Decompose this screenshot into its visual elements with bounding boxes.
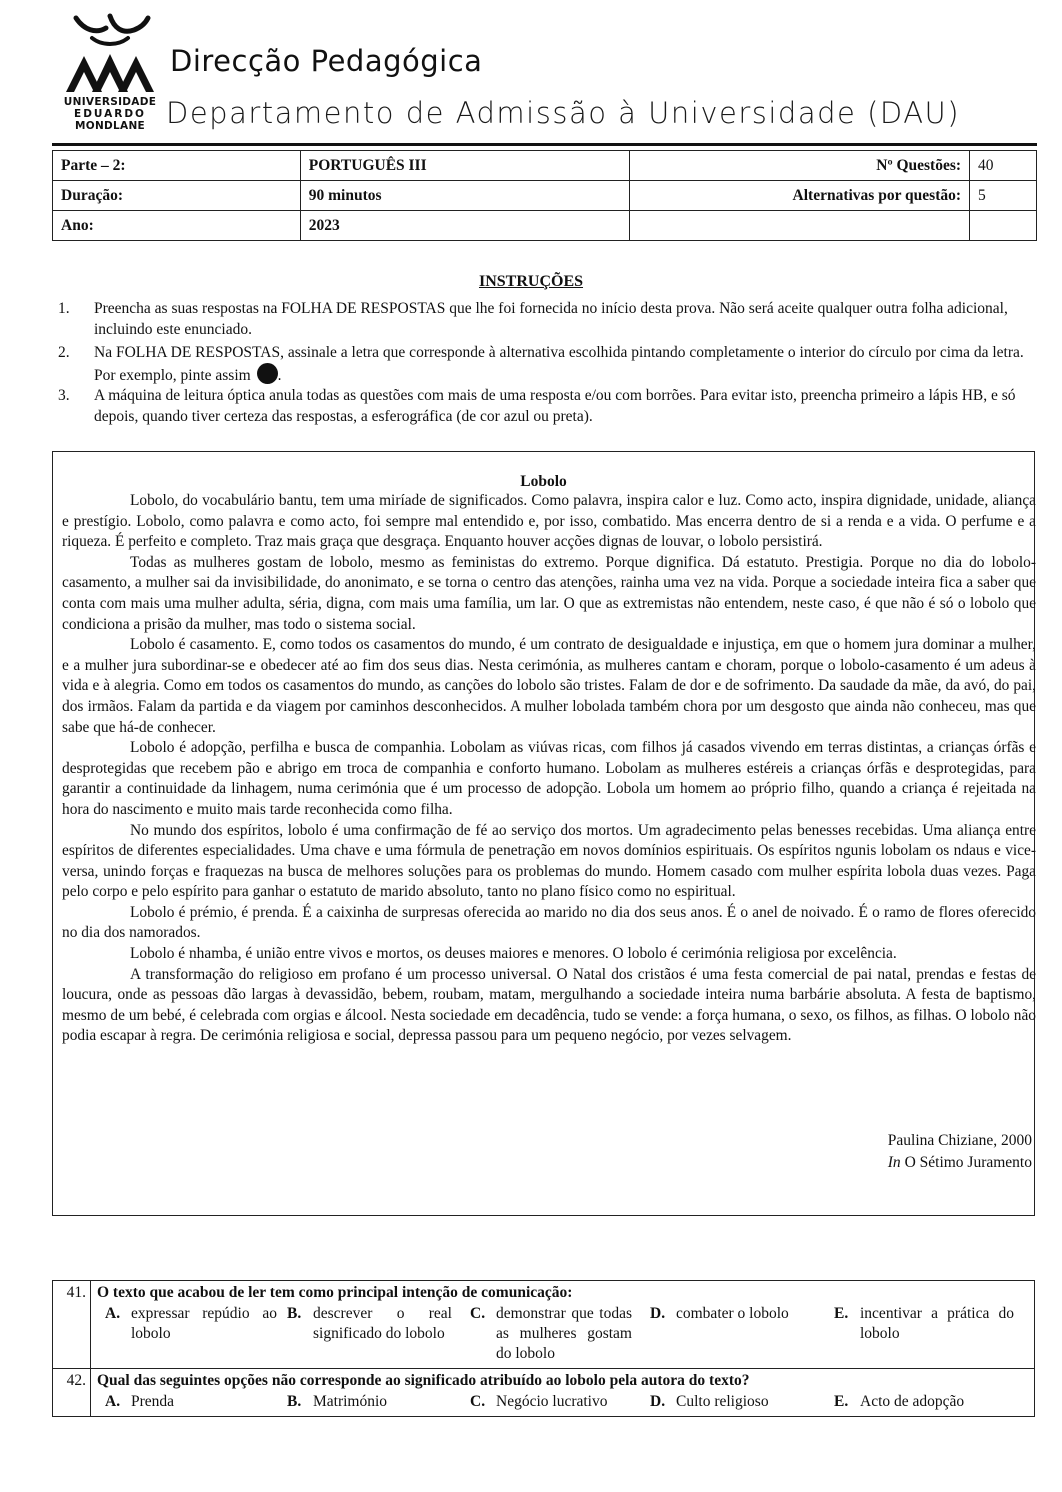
university-logo	[62, 12, 158, 132]
option-letter: D.	[650, 1305, 666, 1322]
header-title: Direcção Pedagógica	[170, 44, 483, 78]
option-text: demonstrar que todas as mulheres gostam do lobolo	[496, 1305, 632, 1362]
parte-value: PORTUGUÊS III	[300, 151, 630, 181]
duracao-label: Duração:	[53, 181, 301, 211]
option-c[interactable]	[470, 1304, 650, 1364]
option-c[interactable]	[470, 1392, 650, 1412]
option-letter: C.	[470, 1305, 486, 1322]
option-letter: A.	[105, 1305, 121, 1322]
question-text: O texto que acabou de ler tem como principal intenção de comunicação:	[97, 1284, 573, 1301]
option-text: expressar repúdio ao lobolo	[131, 1305, 277, 1342]
reading-body	[62, 491, 1036, 1047]
question-number: 41.	[53, 1281, 91, 1369]
option-b[interactable]	[287, 1392, 470, 1412]
question-row	[53, 1281, 1035, 1369]
option-text: Acto de adopção	[860, 1393, 965, 1410]
option-letter: B.	[287, 1393, 302, 1410]
author: Paulina Chiziane, 2000	[887, 1132, 1032, 1149]
paragraph: Lobolo é adopção, perfilha e busca de companhia. Lobolam as viúvas ricas, com filhos já casados vivendo em terras distintas, a crianças órfãs e desprotegidas que recebem pão e abrigo em troca de companhia e conforto humano. Lobolam as mulheres estéreis a crianças órfãs e desprotegidas, para garantir a continuidade da linhagem, numa cerimónia que é um processo de adopção. Lobola um homem ao próprio filho, quando a criança é rejeitada na hora do nascimento e muito mais tarde reconhecida como filha.	[62, 739, 1036, 818]
question-row	[53, 1369, 1035, 1417]
question-cell	[91, 1369, 1035, 1417]
option-text: Prenda	[131, 1393, 175, 1410]
instruction-text: A máquina de leitura óptica anula todas as questões com mais de uma resposta e/ou com borrões. Para evitar isto, preencha primeiro a lápis HB, e só depois, quando tiver certeza das respostas, a esferográfica (de cor azul ou preta).	[94, 387, 1016, 425]
info-row-ano	[53, 211, 1037, 241]
option-letter: D.	[650, 1393, 666, 1410]
logo-line-2: EDUARDO	[74, 108, 146, 120]
instructions-title: INSTRUÇÕES	[478, 273, 584, 290]
questoes-label: Nº Questões:	[630, 151, 970, 181]
source-title: O Sétimo Juramento	[904, 1154, 1032, 1171]
header-subtitle: Departamento de Admissão à Universidade (DAU)	[166, 96, 961, 130]
option-letter: B.	[287, 1305, 302, 1322]
exam-info-table	[52, 150, 1037, 241]
duracao-value: 90 minutos	[300, 181, 630, 211]
option-letter: E.	[834, 1393, 849, 1410]
logo-emblem-icon	[62, 12, 158, 94]
instruction-number: 3.	[58, 387, 70, 404]
instruction-text-end: .	[277, 367, 282, 384]
paragraph: A transformação do religioso em profano é um processo universal. O Natal dos cristãos é uma festa comercial de pai natal, prendas e festas de loucura, onde as pessoas dão largas à devassidão, bebem, roubam, matam, mergulhando a sociedade inteira numa barbárie absoluta. A festa de baptismo, mesmo de um bebé, é celebrada com orgias e álcool. Nesta sociedade em decadência, tudo se vende: a força humana, o sexo, os filhos, as filhas. O lobolo não podia escapar à regra. De cerimónia religiosa e social, depressa passou para um pequeno negócio, por vezes selvagem.	[62, 965, 1036, 1045]
info-row-duracao	[53, 181, 1037, 211]
source-prefix: In	[887, 1154, 901, 1171]
option-letter: C.	[470, 1393, 486, 1410]
instruction-text-wrap	[94, 342, 1038, 386]
attribution	[888, 1130, 1032, 1174]
option-e[interactable]	[834, 1304, 1014, 1364]
paragraph: Lobolo é nhamba, é união entre vivos e mortos, os deuses maiores e menores. O lobolo é cerimónia religiosa por excelência.	[130, 945, 897, 963]
option-d[interactable]	[650, 1392, 834, 1412]
options-list	[91, 1390, 1034, 1416]
option-text: incentivar a prática do lobolo	[860, 1305, 1014, 1342]
header-divider	[52, 143, 1037, 146]
paragraph: Todas as mulheres gostam de lobolo, mesmo as feministas do extremo. Porque dignifica. Dá estatuto. Prestigia. Porque no dia do lobolo-casamento, a mulher sai da invisibilidade, do anonimato, e se torna o centro das atenções, rainha uma vez na vida. Porque a sociedade inteira fica a saber que conta com mais uma mulher adulta, séria, digna, com mais uma família, um lar. O que as extremistas não entendem, neste caso, é que não é só o lobolo que condiciona a prisão da mulher, mas todo o sistema social.	[62, 553, 1036, 633]
paragraph: No mundo dos espíritos, lobolo é uma confirmação de fé ao serviço dos mortos. Um agradecimento pelas benesses recebidas. Uma aliança entre espíritos de diferentes especialidades. Uma chave e uma fórmula de penetração em novos domínios espirituais. Os espíritos ngunis lobolam os ndaus e vice-versa, unindo forças e fraquezas na busca de melhores soluções para os problemas do mundo. Homem casado com mulher espírita lobola duas vezes. Paga pelo corpo e pelo espírito para ganhar o estatuto de marido absoluto, tanto no plano físico como no espiritual.	[62, 821, 1036, 901]
reading-text-box	[52, 451, 1035, 1216]
option-text: Culto religioso	[676, 1393, 769, 1410]
option-text: combater o lobolo	[676, 1305, 789, 1322]
question-text: Qual das seguintes opções não corresponde ao significado atribuído ao lobolo pela autora do texto?	[97, 1372, 750, 1389]
option-text: Matrimónio	[313, 1393, 388, 1410]
paragraph: Lobolo é casamento. E, como todos os casamentos do mundo, é um contrato de desigualdade e injustiça, em que o homem jura dominar a mulher, e a mulher jura subordinar-se e obedecer até ao fim dos seus dias. Nesta cerimónia, as mulheres cantam e choram, porque o lobolo-casamento é um adeus à vida e à alegria. Como em todos os casamentos do mundo, as canções do lobolo são tristes. Falam de dor e de sofrimento. Da saudade da mãe, da avó, do pai, dos irmãos. Falam da partida e da viagem por caminhos desconhecidos. A mulher lobolada também chora por um desgosto que ainda não conheceu, mas que sabe que há-de conhecer.	[62, 636, 1036, 736]
option-letter: A.	[105, 1393, 121, 1410]
option-text: descrever o real significado do lobolo	[313, 1305, 452, 1342]
info-row-parte	[53, 151, 1037, 181]
filled-circle-icon	[257, 363, 278, 384]
source	[888, 1152, 1032, 1174]
option-a[interactable]	[105, 1392, 287, 1412]
instruction-text: Na FOLHA DE RESPOSTAS, assinale a letra que corresponde à alternativa escolhida pintando completamente o interior do círculo por cima da letra. Por exemplo, pinte assim	[94, 344, 1024, 384]
option-a[interactable]	[105, 1304, 287, 1364]
instruction-item	[58, 385, 1038, 427]
instruction-number: 1.	[58, 300, 70, 317]
instruction-item	[58, 298, 1038, 340]
instruction-number: 2.	[58, 344, 70, 361]
ano-value: 2023	[300, 211, 630, 241]
alternativas-label: Alternativas por questão:	[630, 181, 970, 211]
option-e[interactable]	[834, 1392, 1014, 1412]
empty-cell	[630, 211, 970, 241]
option-b[interactable]	[287, 1304, 470, 1364]
ano-label: Ano:	[53, 211, 301, 241]
paragraph: Lobolo é prémio, é prenda. É a caixinha de surpresas oferecida ao marido no dia dos seus anos. É o anel de noivado. É o ramo de flores oferecido no dia dos namorados.	[62, 903, 1036, 942]
options-list	[91, 1302, 1034, 1368]
empty-cell	[970, 211, 1037, 241]
parte-label: Parte – 2:	[53, 151, 301, 181]
questions-table	[52, 1280, 1035, 1417]
questoes-value: 40	[970, 151, 1037, 181]
paragraph: Lobolo, do vocabulário bantu, tem uma miríade de significados. Como palavra, inspira calor e luz. Como acto, inspira dignidade, unidade, aliança e prestígio. Lobolo, como palavra e como acto, foi sempre mal entendido e, por isso, combatido. Mas encerra dentro de si a renda e a vida. O perfume e a riqueza. É perfeito e completo. Traz mais graça que desgraça. Enquanto houver acções dignas de louvar, o lobolo persistirá.	[62, 492, 1036, 551]
reading-title: Lobolo	[520, 473, 567, 490]
instruction-item	[58, 342, 1038, 384]
question-cell	[91, 1281, 1035, 1369]
option-text: Negócio lucrativo	[496, 1393, 608, 1410]
logo-line-1: UNIVERSIDADE	[63, 96, 157, 108]
option-d[interactable]	[650, 1304, 834, 1364]
instruction-text: Preencha as suas respostas na FOLHA DE RESPOSTAS que lhe foi fornecida no início desta prova. Não será aceite qualquer outra folha adicional, incluindo este enunciado.	[94, 300, 1008, 338]
alternativas-value: 5	[970, 181, 1037, 211]
question-number: 42.	[53, 1369, 91, 1417]
option-letter: E.	[834, 1305, 849, 1322]
logo-line-3: MONDLANE	[74, 120, 146, 132]
